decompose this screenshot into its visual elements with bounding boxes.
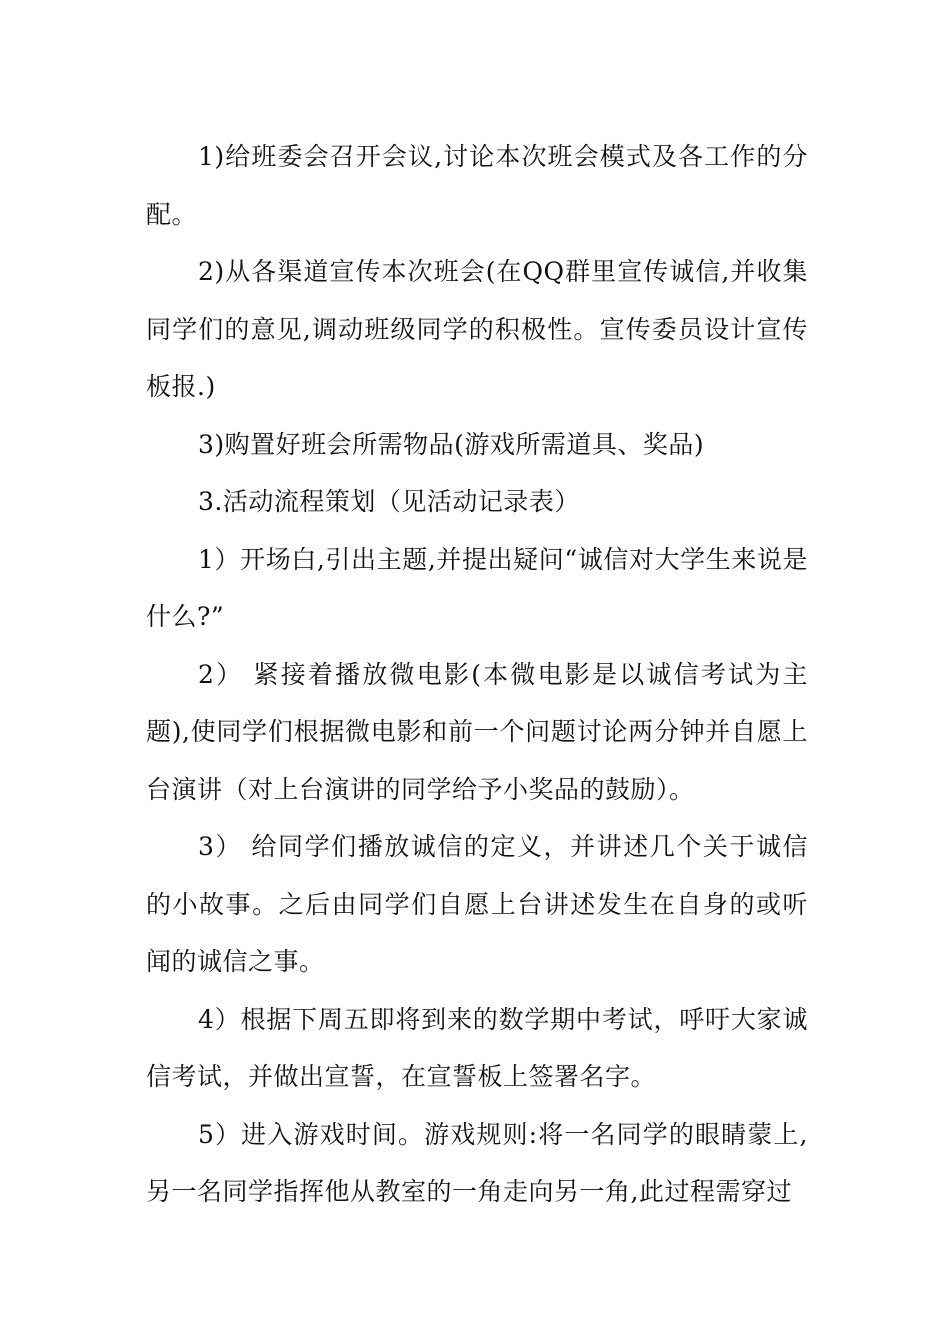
paragraph-game: 5）进入游戏时间。游戏规则:将一名同学的眼睛蒙上,另一名同学指挥他从教室的一角走向另一角,此过程需穿过: [146, 1119, 808, 1206]
paragraph-flow-heading: 3.活动流程策划（见活动记录表）: [198, 487, 580, 516]
paragraph-purchase: 3)购置好班会所需物品(游戏所需道具、奖品): [198, 429, 705, 459]
paragraph-prep-meeting: 1)给班委会召开会议,讨论本次班会模式及各工作的分配。: [146, 142, 808, 229]
document-body: [146, 128, 808, 1221]
paragraph-integrity-stories: 3） 给同学们播放诚信的定义，并讲述几个关于诚信的小故事。之后由同学们自愿上台讲述发生在自身的或听闻的诚信之事。: [146, 832, 808, 976]
paragraph-opening: 1）开场白,引出主题,并提出疑问“诚信对大学生来说是什么?”: [146, 544, 808, 631]
paragraph-publicity: 2)从各渠道宣传本次班会(在QQ群里宣传诚信,并收集同学们的意见,调动班级同学的积极性。宣传委员设计宣传板报.): [146, 257, 808, 401]
paragraph-oath: 4）根据下周五即将到来的数学期中考试，呼吁大家诚信考试，并做出宣誓，在宣誓板上签署名字。: [146, 1004, 808, 1091]
paragraph-micro-film: 2） 紧接着播放微电影(本微电影是以诚信考试为主题),使同学们根据微电影和前一个问题讨论两分钟并自愿上台演讲（对上台演讲的同学给予小奖品的鼓励）。: [146, 659, 808, 804]
